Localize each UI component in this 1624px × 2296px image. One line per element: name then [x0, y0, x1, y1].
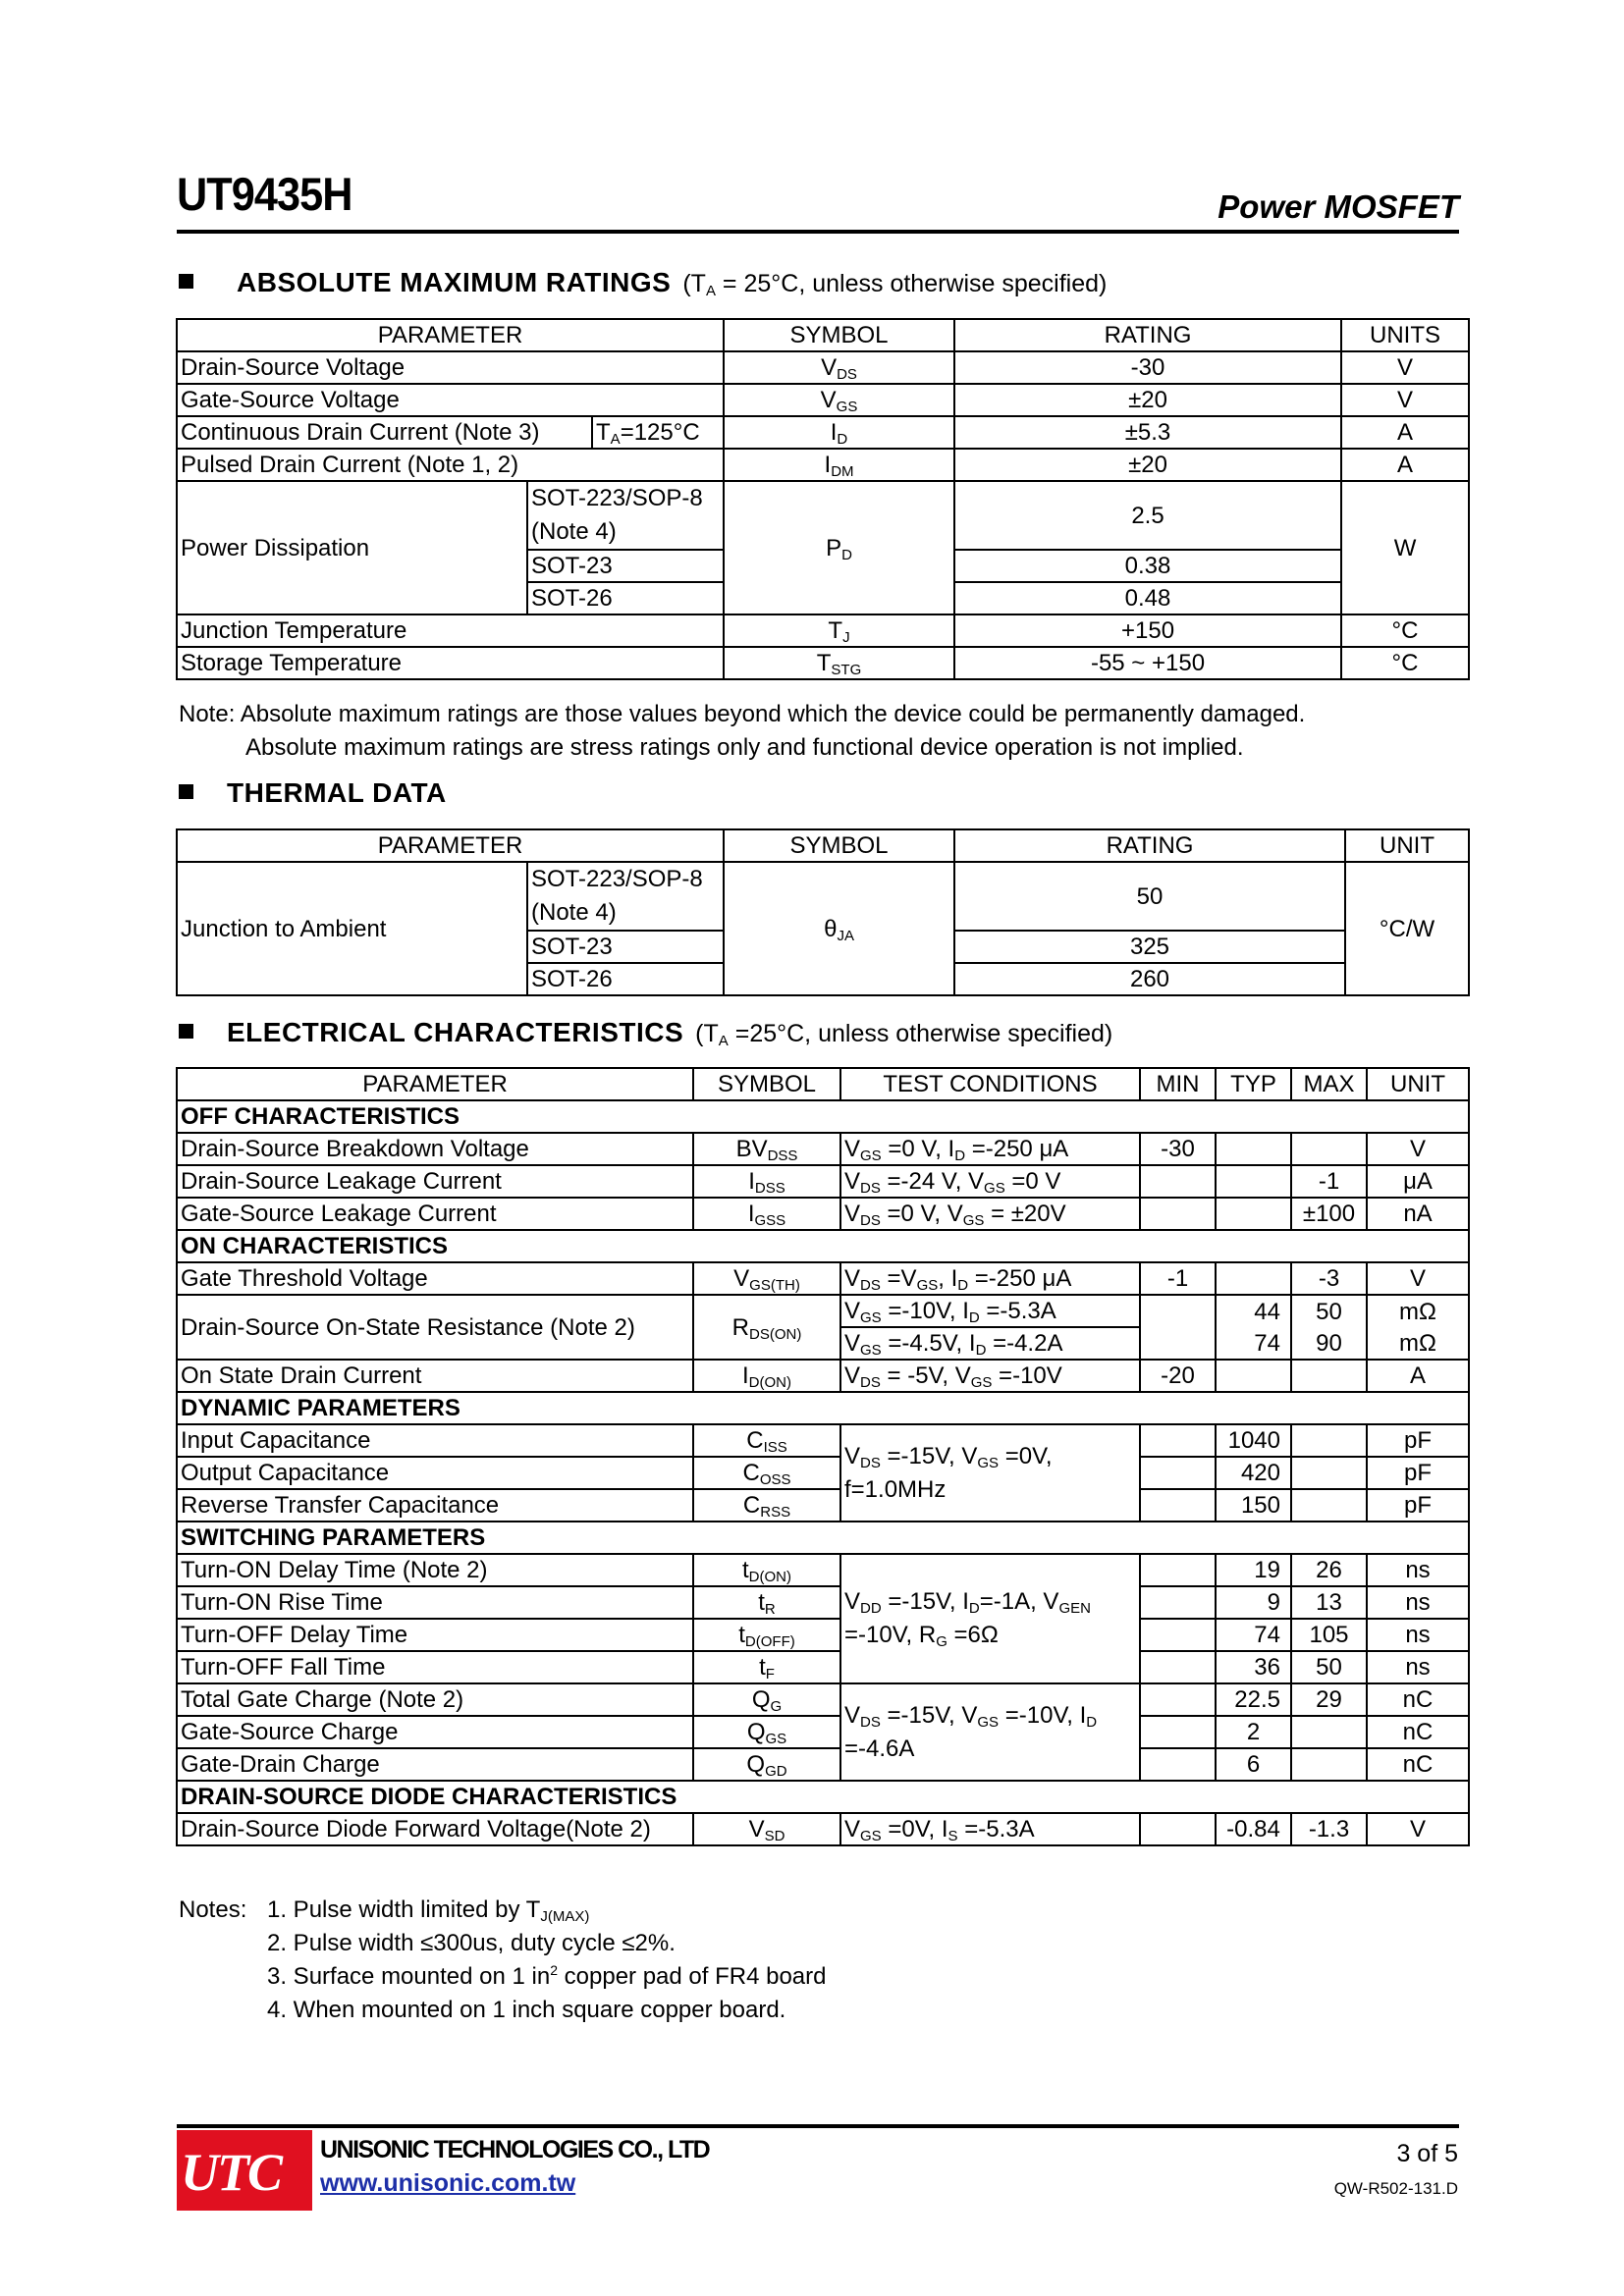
param-text: Continuous Drain Current (Note 3): [181, 419, 540, 446]
col-header: TEST CONDITIONS: [840, 1068, 1140, 1100]
typ-cell: 6: [1216, 1748, 1291, 1781]
group-title: SWITCHING PARAMETERS: [177, 1522, 1469, 1554]
condition-cell: $V_{DS} =0$ V, $V_{GS} = \pm 20V$: [840, 1198, 1140, 1230]
product-type: Power MOSFET: [1218, 188, 1459, 225]
unit-cell: nA: [1367, 1198, 1469, 1230]
table-row: [177, 1262, 1469, 1295]
typ-cell: 22.5: [1216, 1683, 1291, 1716]
note-item: 3. Surface mounted on 1 $in^2$ copper pad of FR4 board: [267, 1962, 827, 1990]
min-cell: [1140, 1165, 1216, 1198]
symbol-cell: $C_{OSS}$: [693, 1457, 840, 1489]
package-cell: SOT-223/SOP-8 (Note 4): [527, 862, 724, 931]
rating-cell: 325: [954, 931, 1345, 963]
package-cell: SOT-26: [527, 582, 724, 614]
symbol-cell: $t_R$: [693, 1586, 840, 1619]
symbol-cell: $P_D$: [724, 481, 954, 614]
max-cell: -1: [1291, 1165, 1367, 1198]
note-item: 4. When mounted on 1 inch square copper board.: [267, 1997, 786, 2023]
footer-rule: [177, 2124, 1459, 2128]
param-cell: Output Capacitance: [177, 1457, 693, 1489]
rating-cell: -30: [954, 351, 1341, 384]
param-cell: Gate-Source Voltage: [177, 384, 724, 416]
amr-note: Note: Absolute maximum ratings are those values beyond which the device could be permanently damaged.: [179, 701, 1306, 727]
col-header: RATING: [954, 829, 1345, 862]
group-title: DYNAMIC PARAMETERS: [177, 1392, 1469, 1424]
unit-cell: ns: [1367, 1586, 1469, 1619]
max-cell: [1291, 1360, 1367, 1392]
thermal-heading: [179, 777, 447, 809]
col-header: RATING: [954, 319, 1341, 351]
unit-cell: pF: [1367, 1489, 1469, 1522]
table-row: [177, 614, 1469, 647]
symbol-cell: $BV_{DSS}$: [693, 1133, 840, 1165]
table-row: [177, 1165, 1469, 1198]
symbol-cell: $t_F$: [693, 1651, 840, 1683]
min-cell: -30: [1140, 1133, 1216, 1165]
min-cell: [1140, 1651, 1216, 1683]
condition-cell: $V_{DS} =-15V$, $V_{GS} =-10V$, $I_D =-4.6A$: [840, 1683, 1140, 1781]
thermal-data-table: [176, 828, 1470, 996]
min-cell: [1140, 1424, 1216, 1457]
unit-cell: mΩ: [1367, 1295, 1469, 1327]
condition-cell: $V_{DD} =-15V$, $I_D=-1A$, $V_{GEN} =-10V$, $R_G =6\Omega$: [840, 1554, 1140, 1683]
rating-cell: +150: [954, 614, 1341, 647]
amr-condition: ($T_A = 25^\circ C$, unless otherwise specified): [682, 270, 1108, 299]
unit-cell: °C: [1341, 647, 1469, 679]
max-cell: ±100: [1291, 1198, 1367, 1230]
condition-cell: $V_{GS} =0$ V, $I_D =-250$ μA: [840, 1133, 1140, 1165]
min-cell: [1140, 1295, 1216, 1360]
symbol-cell: $I_D$: [724, 416, 954, 449]
rating-cell: -55 ~ +150: [954, 647, 1341, 679]
amr-note: Absolute maximum ratings are stress ratings only and functional device operation is not implied.: [245, 734, 1244, 761]
min-cell: [1140, 1457, 1216, 1489]
max-cell: 50: [1291, 1651, 1367, 1683]
param-cell: Gate Threshold Voltage: [177, 1262, 693, 1295]
typ-cell: 1040: [1216, 1424, 1291, 1457]
typ-cell: 36: [1216, 1651, 1291, 1683]
symbol-cell: $T_J$: [724, 614, 954, 647]
col-header: SYMBOL: [724, 829, 954, 862]
max-cell: 90: [1291, 1327, 1367, 1360]
group-title: ON CHARACTERISTICS: [177, 1230, 1469, 1262]
symbol-cell: $V_{GS}$: [724, 384, 954, 416]
col-header: SYMBOL: [693, 1068, 840, 1100]
col-header: UNIT: [1345, 829, 1469, 862]
min-cell: -20: [1140, 1360, 1216, 1392]
utc-logo: [177, 2130, 312, 2211]
col-header: UNITS: [1341, 319, 1469, 351]
unit-cell: ns: [1367, 1619, 1469, 1651]
condition-cell: $V_{DS} =-15V$, $V_{GS} =0V$, f=1.0MHz: [840, 1424, 1140, 1522]
typ-cell: 19: [1216, 1554, 1291, 1586]
min-cell: [1140, 1489, 1216, 1522]
table-row: [177, 1748, 1469, 1781]
table-row: [177, 449, 1469, 481]
package-cell: SOT-23: [527, 550, 724, 582]
table-row: [177, 416, 1469, 449]
amr-heading: [179, 267, 1107, 298]
group-title: DRAIN-SOURCE DIODE CHARACTERISTICS: [177, 1781, 1469, 1813]
table-row: [177, 1295, 1469, 1327]
min-cell: [1140, 1716, 1216, 1748]
param-cell: Turn-ON Rise Time: [177, 1586, 693, 1619]
bullet-icon: [179, 1024, 193, 1039]
unit-cell: nC: [1367, 1716, 1469, 1748]
abs-max-ratings-table: [176, 318, 1470, 680]
symbol-cell: $I_{DSS}$: [693, 1165, 840, 1198]
table-row: [177, 1457, 1469, 1489]
typ-cell: 74: [1216, 1619, 1291, 1651]
website-link[interactable]: www.unisonic.com.tw: [320, 2169, 576, 2197]
condition-cell: $V_{GS} =-10V$, $I_D =-5.3A$: [840, 1295, 1140, 1327]
param-cell: Input Capacitance: [177, 1424, 693, 1457]
param-condition: $T_A=125^\circ C$: [591, 417, 700, 448]
param-cell: Storage Temperature: [177, 647, 724, 679]
unit-cell: W: [1341, 481, 1469, 614]
header-rule: [177, 230, 1459, 234]
unit-cell: °C/W: [1345, 862, 1469, 995]
symbol-cell: $V_{DS}$: [724, 351, 954, 384]
param-cell: Gate-Source Charge: [177, 1716, 693, 1748]
col-header: MIN: [1140, 1068, 1216, 1100]
rating-cell: 260: [954, 963, 1345, 995]
rating-cell: 2.5: [954, 481, 1341, 550]
package-cell: SOT-223/SOP-8 (Note 4): [527, 481, 724, 550]
typ-cell: [1216, 1165, 1291, 1198]
max-cell: 105: [1291, 1619, 1367, 1651]
symbol-cell: $R_{DS(ON)}$: [693, 1295, 840, 1360]
param-cell: Gate-Source Leakage Current: [177, 1198, 693, 1230]
symbol-cell: $C_{ISS}$: [693, 1424, 840, 1457]
param-cell: Reverse Transfer Capacitance: [177, 1489, 693, 1522]
typ-cell: [1216, 1133, 1291, 1165]
max-cell: 13: [1291, 1586, 1367, 1619]
typ-cell: -0.84: [1216, 1813, 1291, 1845]
table-row: [177, 1133, 1469, 1165]
rating-cell: 0.48: [954, 582, 1341, 614]
unit-cell: V: [1341, 384, 1469, 416]
param-cell: Turn-ON Delay Time (Note 2): [177, 1554, 693, 1586]
part-number: UT9435H: [177, 168, 352, 220]
max-cell: [1291, 1748, 1367, 1781]
symbol-cell: $Q_G$: [693, 1683, 840, 1716]
param-cell: Turn-OFF Delay Time: [177, 1619, 693, 1651]
min-cell: [1140, 1586, 1216, 1619]
bullet-icon: [179, 274, 193, 289]
table-row: [177, 1716, 1469, 1748]
col-header: SYMBOL: [724, 319, 954, 351]
table-row: [177, 384, 1469, 416]
condition-cell: $V_{DS} =-24$ V, $V_{GS} =0$ V: [840, 1165, 1140, 1198]
max-cell: -3: [1291, 1262, 1367, 1295]
condition-cell: $V_{GS} =-4.5V$, $I_D =-4.2A$: [840, 1327, 1140, 1360]
max-cell: [1291, 1716, 1367, 1748]
symbol-cell: $t_{D(ON)}$: [693, 1554, 840, 1586]
typ-cell: 44: [1216, 1295, 1291, 1327]
note-item: 2. Pulse width ≤300us, duty cycle ≤2%.: [267, 1930, 676, 1956]
unit-cell: V: [1367, 1133, 1469, 1165]
rating-cell: ±20: [954, 384, 1341, 416]
unit-cell: V: [1367, 1813, 1469, 1845]
symbol-cell: $V_{GS(TH)}$: [693, 1262, 840, 1295]
symbol-cell: $Q_{GD}$: [693, 1748, 840, 1781]
rating-cell: ±5.3: [954, 416, 1341, 449]
condition-cell: $V_{GS} =0V$, $I_S =-5.3A$: [840, 1813, 1140, 1845]
unit-cell: nC: [1367, 1748, 1469, 1781]
symbol-cell: $V_{SD}$: [693, 1813, 840, 1845]
unit-cell: pF: [1367, 1424, 1469, 1457]
param-cell: Drain-Source Breakdown Voltage: [177, 1133, 693, 1165]
col-header: UNIT: [1367, 1068, 1469, 1100]
unit-cell: A: [1341, 449, 1469, 481]
min-cell: [1140, 1554, 1216, 1586]
rating-cell: 0.38: [954, 550, 1341, 582]
col-header: PARAMETER: [177, 319, 724, 351]
table-row: [177, 1198, 1469, 1230]
symbol-cell: $Q_{GS}$: [693, 1716, 840, 1748]
param-cell: [177, 416, 724, 449]
typ-cell: 2: [1216, 1716, 1291, 1748]
typ-cell: 74: [1216, 1327, 1291, 1360]
page-number: 3 of 5: [1396, 2140, 1458, 2167]
unit-cell: °C: [1341, 614, 1469, 647]
unit-cell: μA: [1367, 1165, 1469, 1198]
symbol-cell: $t_{D(OFF)}$: [693, 1619, 840, 1651]
table-row: [177, 1813, 1469, 1845]
document-number: QW-R502-131.D: [1333, 2179, 1458, 2198]
typ-cell: [1216, 1198, 1291, 1230]
col-header: TYP: [1216, 1068, 1291, 1100]
unit-cell: V: [1367, 1262, 1469, 1295]
param-cell: Drain-Source On-State Resistance (Note 2): [177, 1295, 693, 1360]
min-cell: [1140, 1813, 1216, 1845]
condition-cell: $V_{DS} =V_{GS}$, $I_D =-250$ μA: [840, 1262, 1140, 1295]
table-row: [177, 862, 1469, 931]
table-row: [177, 1683, 1469, 1716]
param-cell: Junction to Ambient: [177, 862, 527, 995]
min-cell: [1140, 1619, 1216, 1651]
max-cell: 26: [1291, 1554, 1367, 1586]
table-row: [177, 481, 1469, 550]
table-row: [177, 1360, 1469, 1392]
param-cell: On State Drain Current: [177, 1360, 693, 1392]
max-cell: [1291, 1489, 1367, 1522]
typ-cell: [1216, 1360, 1291, 1392]
param-cell: Junction Temperature: [177, 614, 724, 647]
min-cell: -1: [1140, 1262, 1216, 1295]
param-cell: Total Gate Charge (Note 2): [177, 1683, 693, 1716]
unit-cell: nC: [1367, 1683, 1469, 1716]
amr-title: ABSOLUTE MAXIMUM RATINGS: [237, 267, 672, 297]
col-header: PARAMETER: [177, 1068, 693, 1100]
notes-label: Notes:: [179, 1896, 247, 1923]
table-row: [177, 1586, 1469, 1619]
max-cell: [1291, 1457, 1367, 1489]
logo-text: UTC: [181, 2143, 281, 2202]
max-cell: [1291, 1133, 1367, 1165]
param-cell: Drain-Source Voltage: [177, 351, 724, 384]
max-cell: 29: [1291, 1683, 1367, 1716]
unit-cell: V: [1341, 351, 1469, 384]
param-cell: Turn-OFF Fall Time: [177, 1651, 693, 1683]
symbol-cell: $C_{RSS}$: [693, 1489, 840, 1522]
elec-condition: ($T_A =25^\circ C$, unless otherwise specified): [695, 1020, 1113, 1049]
package-cell: SOT-26: [527, 963, 724, 995]
thermal-title: THERMAL DATA: [227, 777, 447, 808]
elec-heading: [179, 1017, 1112, 1048]
note-item: 1. Pulse width limited by $T_{J(MAX)}$: [267, 1896, 590, 1925]
typ-cell: [1216, 1262, 1291, 1295]
rating-cell: 50: [954, 862, 1345, 931]
rating-cell: ±20: [954, 449, 1341, 481]
unit-cell: pF: [1367, 1457, 1469, 1489]
symbol-cell: $T_{STG}$: [724, 647, 954, 679]
symbol-cell: $\theta_{JA}$: [724, 862, 954, 995]
group-title: OFF CHARACTERISTICS: [177, 1100, 1469, 1133]
table-row: [177, 1489, 1469, 1522]
condition-cell: $V_{DS} = -5V$, $V_{GS} =-10V$: [840, 1360, 1140, 1392]
electrical-characteristics-table: [176, 1067, 1470, 1846]
param-cell: Power Dissipation: [177, 481, 527, 614]
max-cell: -1.3: [1291, 1813, 1367, 1845]
min-cell: [1140, 1748, 1216, 1781]
param-cell: Pulsed Drain Current (Note 1, 2): [177, 449, 724, 481]
max-cell: [1291, 1424, 1367, 1457]
symbol-cell: $I_{GSS}$: [693, 1198, 840, 1230]
unit-cell: ns: [1367, 1554, 1469, 1586]
typ-cell: 420: [1216, 1457, 1291, 1489]
param-cell: Drain-Source Leakage Current: [177, 1165, 693, 1198]
symbol-cell: $I_{DM}$: [724, 449, 954, 481]
unit-cell: A: [1367, 1360, 1469, 1392]
table-row: [177, 1554, 1469, 1586]
unit-cell: mΩ: [1367, 1327, 1469, 1360]
symbol-cell: $I_{D(ON)}$: [693, 1360, 840, 1392]
table-row: [177, 1619, 1469, 1651]
unit-cell: ns: [1367, 1651, 1469, 1683]
typ-cell: 150: [1216, 1489, 1291, 1522]
param-cell: Drain-Source Diode Forward Voltage(Note 2): [177, 1813, 693, 1845]
min-cell: [1140, 1198, 1216, 1230]
table-row: [177, 351, 1469, 384]
company-name: UNISONIC TECHNOLOGIES CO., LTD: [320, 2136, 710, 2163]
package-cell: SOT-23: [527, 931, 724, 963]
min-cell: [1140, 1683, 1216, 1716]
table-row: [177, 1424, 1469, 1457]
table-row: [177, 647, 1469, 679]
max-cell: 50: [1291, 1295, 1367, 1327]
col-header: MAX: [1291, 1068, 1367, 1100]
table-row: [177, 1651, 1469, 1683]
typ-cell: 9: [1216, 1586, 1291, 1619]
bullet-icon: [179, 784, 193, 799]
param-cell: Gate-Drain Charge: [177, 1748, 693, 1781]
col-header: PARAMETER: [177, 829, 724, 862]
elec-title: ELECTRICAL CHARACTERISTICS: [227, 1017, 684, 1047]
unit-cell: A: [1341, 416, 1469, 449]
